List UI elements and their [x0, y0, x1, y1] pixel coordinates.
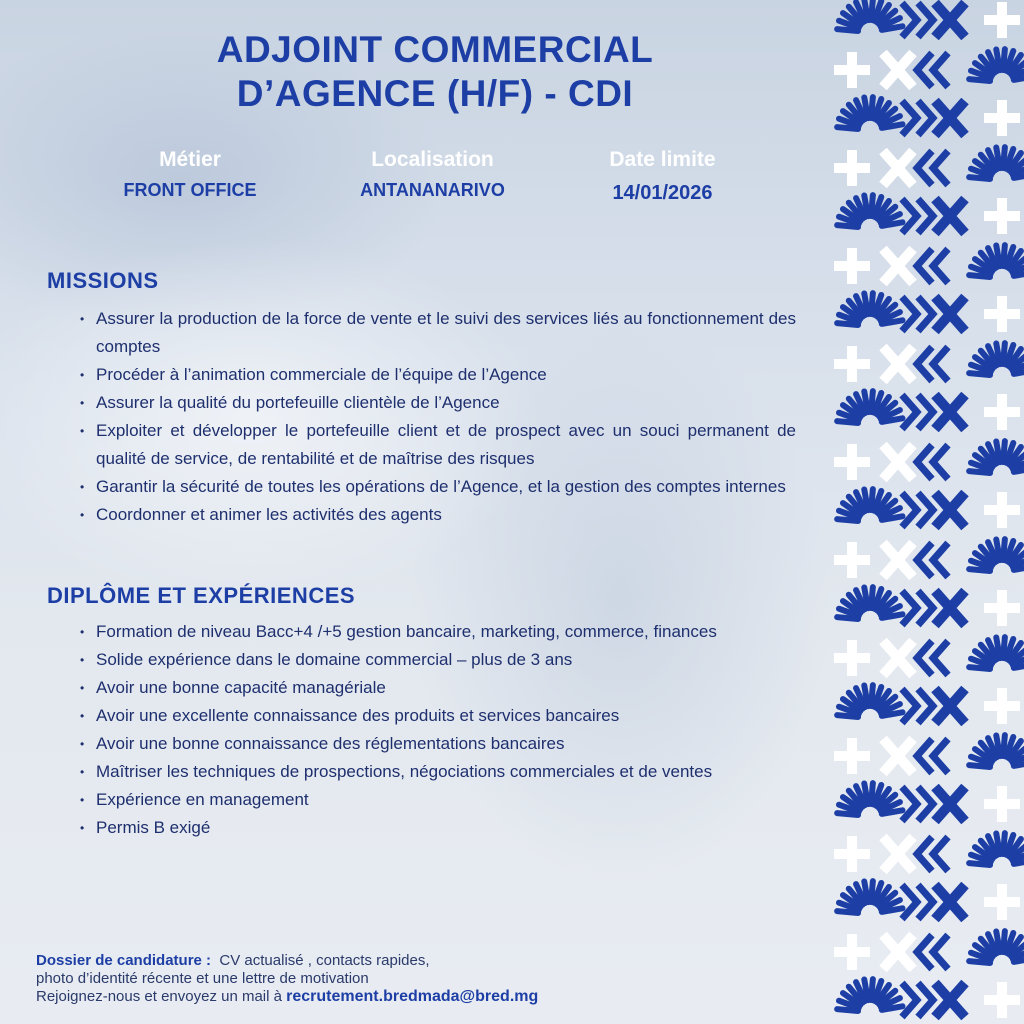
- fan-icon: [837, 195, 902, 227]
- title-line-1: ADJOINT COMMERCIAL: [216, 29, 654, 70]
- plus-icon: [984, 2, 1020, 38]
- x-icon: [883, 445, 913, 479]
- localisation-label: Localisation: [371, 148, 494, 171]
- x-icon: [883, 151, 913, 185]
- plus-icon: [834, 346, 870, 382]
- fan-icon: [969, 735, 1024, 767]
- plus-icon: [984, 884, 1020, 920]
- list-item: • Garantir la sécurité de toutes les opérations de l’Agence, et la gestion des comptes internes: [80, 473, 796, 501]
- fan-icon: [969, 833, 1024, 865]
- list-item: • Exploiter et développer le portefeuille client et de prospect avec un souci permanent de qualité de service, de rentabilité et de maîtrise des risques: [80, 417, 796, 473]
- fan-icon: [969, 441, 1024, 473]
- x-icon: [935, 885, 965, 919]
- plus-icon: [834, 738, 870, 774]
- fan-icon: [837, 783, 902, 815]
- date-limite-value: 14/01/2026: [612, 182, 713, 204]
- fan-icon: [837, 391, 902, 423]
- fan-icon: [969, 637, 1024, 669]
- chevron-right-icon: [902, 3, 933, 37]
- metier-value: FRONT OFFICE: [123, 180, 257, 200]
- list-item: • Formation de niveau Bacc+4 /+5 gestion bancaire, marketing, commerce, finances: [80, 618, 796, 646]
- chevron-right-icon: [902, 787, 933, 821]
- fan-icon: [969, 539, 1024, 571]
- fan-icon: [837, 685, 902, 717]
- plus-icon: [834, 640, 870, 676]
- localisation-value: ANTANANARIVO: [360, 180, 505, 200]
- chevron-right-icon: [902, 493, 933, 527]
- list-item: • Coordonner et animer les activités des agents: [80, 501, 796, 529]
- x-icon: [935, 689, 965, 723]
- plus-icon: [984, 100, 1020, 136]
- chevron-left-icon: [917, 151, 948, 185]
- list-item: • Permis B exigé: [80, 814, 796, 842]
- x-icon: [935, 591, 965, 625]
- localisation-block: [330, 148, 535, 201]
- decorative-pattern: [830, 0, 1024, 1024]
- x-icon: [935, 787, 965, 821]
- chevron-left-icon: [917, 347, 948, 381]
- list-item: • Assurer la qualité du portefeuille clientèle de l’Agence: [80, 389, 796, 417]
- list-item: • Assurer la production de la force de vente et le suivi des services liés au fonctionnement des comptes: [80, 305, 796, 361]
- chevron-left-icon: [917, 837, 948, 871]
- fan-icon: [837, 979, 902, 1011]
- chevron-left-icon: [917, 445, 948, 479]
- chevron-right-icon: [902, 297, 933, 331]
- footer-join-text: Rejoignez-nous et envoyez un mail à: [36, 988, 282, 1005]
- plus-icon: [984, 198, 1020, 234]
- x-icon: [935, 493, 965, 527]
- x-icon: [883, 543, 913, 577]
- x-icon: [935, 297, 965, 331]
- fan-icon: [969, 245, 1024, 277]
- x-icon: [935, 199, 965, 233]
- page-title: [100, 28, 770, 116]
- date-limite-block: [580, 148, 745, 205]
- diplome-title: DIPLÔME ET EXPÉRIENCES: [47, 583, 356, 608]
- x-icon: [883, 739, 913, 773]
- x-icon: [883, 641, 913, 675]
- dossier-text: CV actualisé , contacts rapides,: [219, 952, 430, 969]
- plus-icon: [834, 52, 870, 88]
- plus-icon: [984, 492, 1020, 528]
- plus-icon: [984, 688, 1020, 724]
- pattern-svg: [830, 0, 1024, 1024]
- footer-line-2: photo d’identité récente et une lettre de motivation: [36, 970, 369, 987]
- x-icon: [883, 837, 913, 871]
- metier-label: Métier: [159, 148, 221, 171]
- email-link[interactable]: recrutement.bredmada@bred.mg: [286, 988, 539, 1005]
- fan-icon: [837, 587, 902, 619]
- plus-icon: [834, 248, 870, 284]
- metier-block: [100, 148, 280, 201]
- plus-icon: [984, 786, 1020, 822]
- chevron-right-icon: [902, 101, 933, 135]
- x-icon: [883, 935, 913, 969]
- footer-line-3: [36, 988, 656, 1006]
- list-item: • Solide expérience dans le domaine commercial – plus de 3 ans: [80, 646, 796, 674]
- chevron-right-icon: [902, 395, 933, 429]
- plus-icon: [834, 934, 870, 970]
- fan-icon: [837, 293, 902, 325]
- missions-list: [80, 305, 796, 529]
- chevron-right-icon: [902, 591, 933, 625]
- diplome-list: [80, 618, 796, 842]
- list-item: • Procéder à l’animation commerciale de l’équipe de l’Agence: [80, 361, 796, 389]
- x-icon: [883, 53, 913, 87]
- footer-line-1: [36, 952, 656, 970]
- plus-icon: [834, 150, 870, 186]
- x-icon: [935, 101, 965, 135]
- footer: [36, 952, 656, 1006]
- fan-icon: [837, 489, 902, 521]
- fan-icon: [837, 881, 902, 913]
- plus-icon: [984, 296, 1020, 332]
- chevron-right-icon: [902, 689, 933, 723]
- fan-icon: [969, 49, 1024, 81]
- fan-icon: [969, 147, 1024, 179]
- dossier-label: Dossier de candidature :: [36, 952, 212, 969]
- fan-icon: [837, 97, 902, 129]
- chevron-right-icon: [902, 199, 933, 233]
- x-icon: [935, 3, 965, 37]
- x-icon: [883, 347, 913, 381]
- plus-icon: [834, 836, 870, 872]
- list-item: • Avoir une bonne capacité managériale: [80, 674, 796, 702]
- fan-icon: [969, 931, 1024, 963]
- chevron-left-icon: [917, 249, 948, 283]
- chevron-left-icon: [917, 641, 948, 675]
- chevron-left-icon: [917, 935, 948, 969]
- plus-icon: [984, 982, 1020, 1018]
- missions-title: MISSIONS: [47, 268, 159, 293]
- date-limite-label: Date limite: [609, 148, 716, 171]
- chevron-right-icon: [902, 983, 933, 1017]
- list-item: • Maîtriser les techniques de prospections, négociations commerciales et de ventes: [80, 758, 796, 786]
- x-icon: [883, 249, 913, 283]
- chevron-left-icon: [917, 53, 948, 87]
- chevron-left-icon: [917, 739, 948, 773]
- list-item: • Avoir une bonne connaissance des réglementations bancaires: [80, 730, 796, 758]
- title-line-2: D’AGENCE (H/F) - CDI: [236, 73, 634, 114]
- list-item: • Expérience en management: [80, 786, 796, 814]
- x-icon: [935, 395, 965, 429]
- chevron-right-icon: [902, 885, 933, 919]
- x-icon: [935, 983, 965, 1017]
- list-item: • Avoir une excellente connaissance des produits et services bancaires: [80, 702, 796, 730]
- plus-icon: [834, 542, 870, 578]
- plus-icon: [834, 444, 870, 480]
- plus-icon: [984, 394, 1020, 430]
- fan-icon: [969, 343, 1024, 375]
- chevron-left-icon: [917, 543, 948, 577]
- plus-icon: [984, 590, 1020, 626]
- fan-icon: [837, 0, 902, 31]
